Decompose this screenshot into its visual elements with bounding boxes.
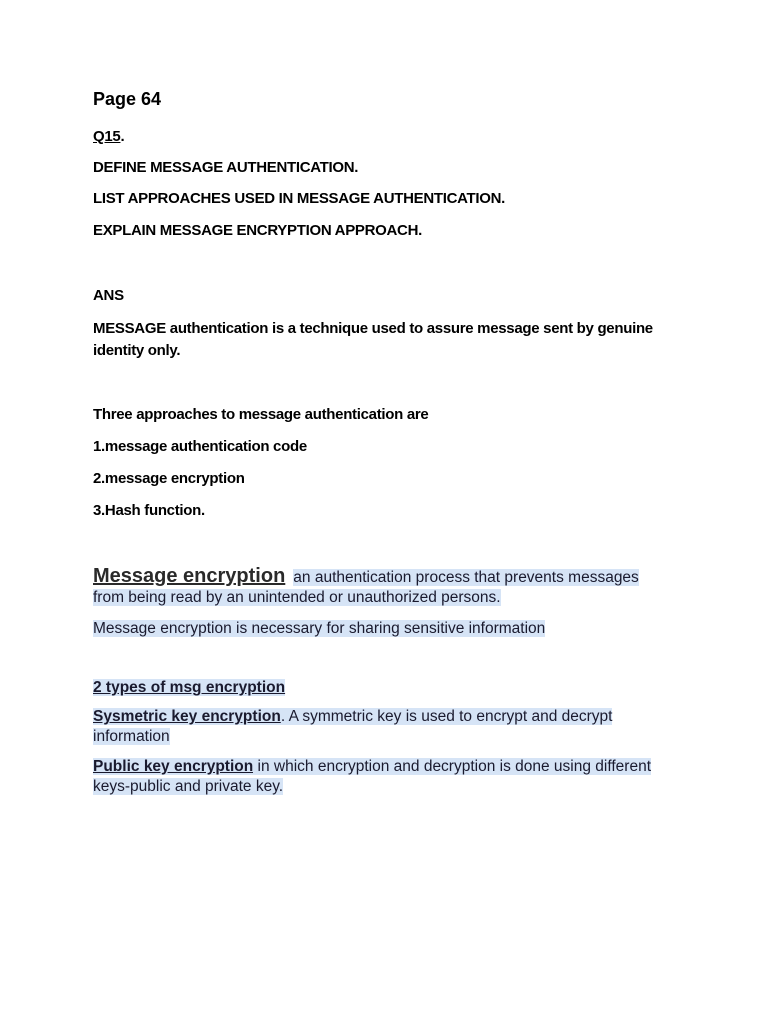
answer-definition: MESSAGE authentication is a technique used to assure message sent by genuine identity only. — [93, 320, 653, 359]
approaches-intro: Three approaches to message authentication are — [93, 406, 429, 423]
question-line-1: DEFINE MESSAGE AUTHENTICATION. — [93, 159, 359, 176]
question-number-label: Q15 — [93, 128, 121, 145]
question-line-2: LIST APPROACHES USED IN MESSAGE AUTHENTICATION. — [93, 190, 506, 207]
type-item-2 — [93, 757, 673, 797]
types-heading-paragraph — [93, 678, 673, 698]
page-title: Page 64 — [93, 89, 162, 109]
encryption-necessity-paragraph — [93, 619, 673, 639]
approach-item-3: 3.Hash function. — [93, 502, 205, 519]
encryption-heading: Message encryption — [93, 565, 286, 587]
question-line-3: EXPLAIN MESSAGE ENCRYPTION APPROACH. — [93, 222, 422, 239]
type-item-1 — [93, 707, 673, 747]
question-number-suffix: . — [120, 128, 125, 145]
type-item-2-desc: in which encryption and decryption is done using different keys-public and private key. — [93, 758, 652, 795]
type-item-1-desc: . A symmetric key is used to encrypt and decrypt information — [93, 708, 613, 745]
answer-label: ANS — [93, 287, 124, 304]
encryption-necessity: Message encryption is necessary for sharing sensitive information — [93, 620, 546, 637]
question-number — [93, 126, 124, 148]
type-item-1-name: Sysmetric key encryption — [93, 708, 281, 725]
encryption-heading-paragraph — [93, 566, 673, 608]
types-heading: 2 types of msg encryption — [93, 679, 286, 696]
approach-item-1: 1.message authentication code — [93, 438, 307, 455]
approach-item-2: 2.message encryption — [93, 470, 245, 487]
type-item-2-name: Public key encryption — [93, 758, 254, 775]
encryption-heading-desc: an authentication process that prevents messages from being read by an unintended or unauthorized persons. — [93, 569, 639, 606]
